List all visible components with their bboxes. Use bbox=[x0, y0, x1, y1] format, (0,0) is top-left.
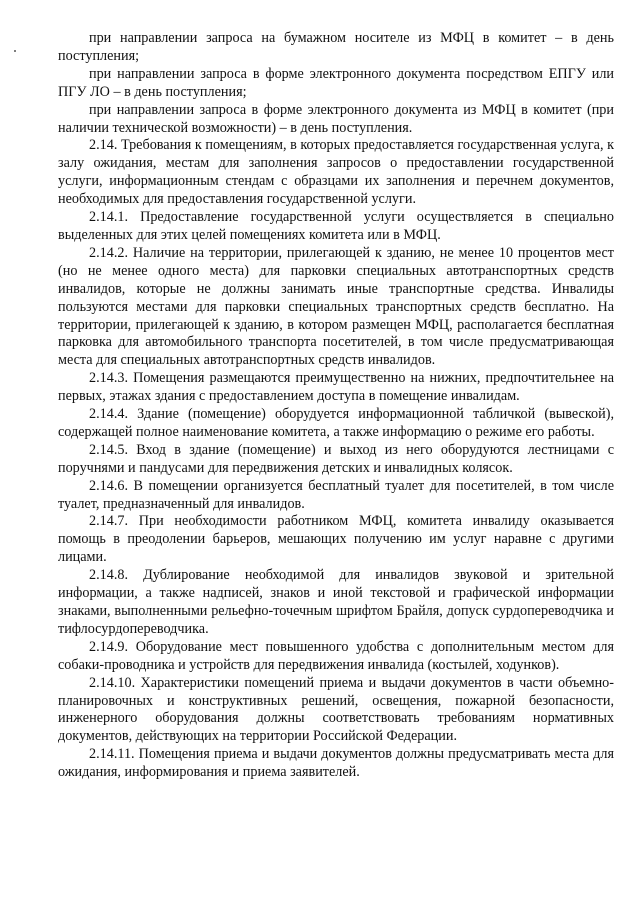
paragraph-2-14-10: 2.14.10. Характеристики помещений приема и выдачи документов в части объемно-планировочных и конструктивных решений, освещения, пожарной безопасности, инженерного оборудования должны соответствовать требованиям нормативных документов, действующих на территории Российской Федерации. bbox=[58, 674, 614, 745]
paragraph-electronic-mfc-request: при направлении запроса в форме электронного документа из МФЦ в комитет (при наличии технической возможности) – в день поступления. bbox=[58, 101, 614, 136]
paragraph-epgu-request: при направлении запроса в форме электронного документа посредством ЕПГУ или ПГУ ЛО – в день поступления; bbox=[58, 65, 614, 100]
paragraph-2-14-7: 2.14.7. При необходимости работником МФЦ, комитета инвалиду оказывается помощь в преодолении барьеров, мешающих получению им услуг наравне с другими лицами. bbox=[58, 513, 614, 566]
paragraph-2-14-9: 2.14.9. Оборудование мест повышенного удобства с дополнительным местом для собаки-проводника и устройств для передвижения инвалида (костылей, ходунков). bbox=[58, 638, 614, 673]
paragraph-2-14-1: 2.14.1. Предоставление государственной услуги осуществляется в специально выделенных для этих целей помещениях комитета или в МФЦ. bbox=[58, 209, 614, 243]
paragraph-2-14: 2.14. Требования к помещениям, в которых предоставляется государственная услуга, к залу ожидания, местам для заполнения запросов о предоставлении государственной услуги, информационным стендам с образцами их заполнения и перечнем документов, необходимых для предоставления государственной услуги. bbox=[58, 137, 614, 208]
paragraph-2-14-8: 2.14.8. Дублирование необходимой для инвалидов звуковой и зрительной информации, а также надписей, знаков и иной текстовой и графической информации знаками, выполненными рельефно-точечным шрифтом Брайля, допуск сурдопереводчика и тифлосурдопереводчика. bbox=[58, 567, 614, 637]
scan-speck bbox=[14, 50, 16, 52]
paragraph-2-14-11: 2.14.11. Помещения приема и выдачи документов должны предусматривать места для ожидания, информирования и приема заявителей. bbox=[58, 746, 614, 781]
paragraph-paper-request: при направлении запроса на бумажном носителе из МФЦ в комитет – в день поступления; bbox=[58, 30, 614, 64]
document-body bbox=[58, 30, 614, 782]
paragraph-2-14-5: 2.14.5. Вход в здание (помещение) и выход из него оборудуются лестницами с поручнями и пандусами для передвижения детских и инвалидных колясок. bbox=[58, 441, 614, 476]
paragraph-2-14-4: 2.14.4. Здание (помещение) оборудуется информационной табличкой (вывеской), содержащей полное наименование комитета, а также информацию о режиме его работы. bbox=[58, 406, 614, 440]
paragraph-2-14-2: 2.14.2. Наличие на территории, прилегающей к зданию, не менее 10 процентов мест (но не менее одного места) для парковки специальных автотранспортных средств инвалидов, которые не должны занимать иные транспортные средства. Инвалиды пользуются местами для парковки специальных транспортных средств бесплатно. На территории, прилегающей к зданию, в котором размещен МФЦ, располагается бесплатная парковка для автомобильного транспорта посетителей, в том числе предусматривающая места для специальных автотранспортных средств инвалидов. bbox=[58, 244, 614, 369]
paragraph-2-14-3: 2.14.3. Помещения размещаются преимущественно на нижних, предпочтительнее на первых, этажах здания с предоставлением доступа в помещение инвалидам. bbox=[58, 370, 614, 405]
paragraph-2-14-6: 2.14.6. В помещении организуется бесплатный туалет для посетителей, в том числе туалет, предназначенный для инвалидов. bbox=[58, 477, 614, 512]
